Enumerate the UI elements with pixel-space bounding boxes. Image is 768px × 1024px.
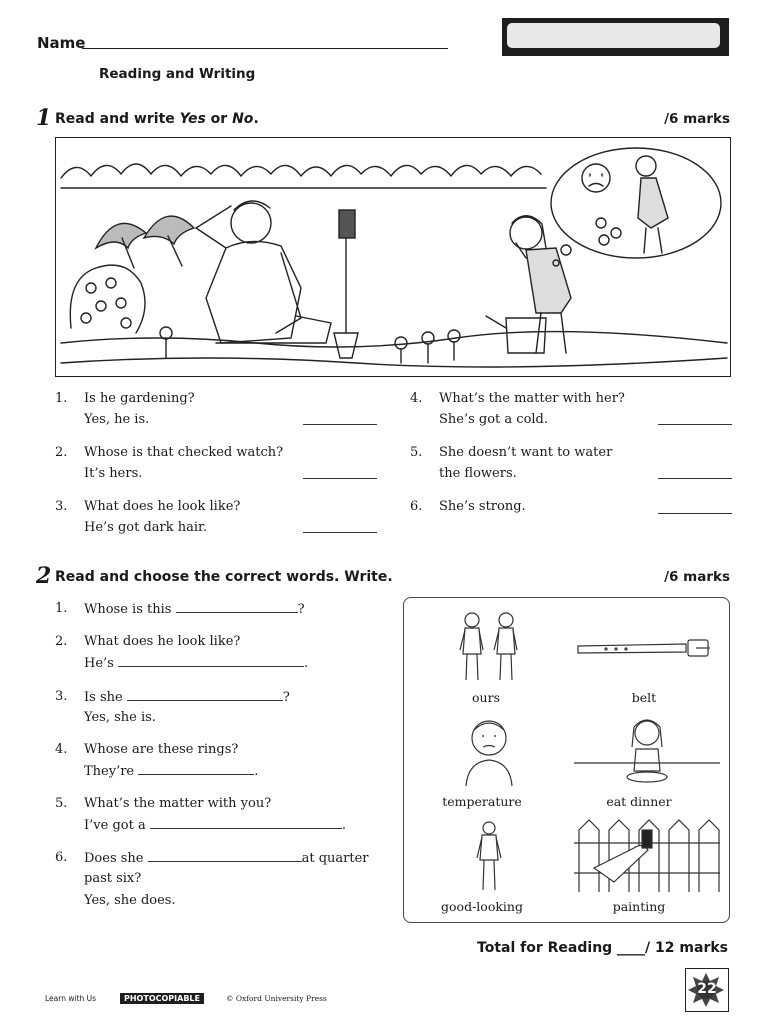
s1-question-1 [55, 388, 385, 432]
name-label: Name [37, 34, 86, 52]
question-text: What’s the matter with her? [439, 391, 625, 406]
section-2-number: 2 [36, 563, 52, 589]
s2-question-3 [55, 686, 395, 730]
answer-blank[interactable] [138, 760, 254, 775]
answer-text: Yes, she is. [84, 710, 156, 725]
garden-illustration [55, 137, 731, 377]
question-number: 4. [55, 742, 68, 757]
statement-text: He’s got dark hair. [84, 520, 207, 535]
answer-blank[interactable] [148, 847, 302, 862]
photocopiable-badge: PHOTOCOPIABLE [120, 993, 204, 1004]
question-text: Does she [84, 851, 144, 866]
answer-line[interactable] [303, 478, 377, 479]
word-temperature: temperature [442, 794, 522, 809]
answer-line[interactable] [658, 478, 732, 479]
sick-boy-picture [456, 716, 522, 788]
answer-blank[interactable] [150, 814, 342, 829]
question-number: 1. [55, 601, 68, 616]
question-number: 2. [55, 445, 68, 460]
section-1-title: Read and write Yes or No. [55, 111, 259, 127]
section-2-title: Read and choose the correct words. Write. [55, 569, 393, 585]
page-subtitle: Reading and Writing [99, 66, 256, 82]
s1-question-4 [410, 388, 732, 432]
total-marks: Total for Reading ____/ 12 marks [477, 940, 728, 956]
page-number: 22 [697, 981, 717, 997]
s1-question-2 [55, 442, 385, 486]
question-number: 6. [410, 499, 423, 514]
belt-picture [576, 636, 716, 660]
statement-text: She’s got a cold. [439, 412, 549, 427]
full-stop: . [341, 818, 346, 833]
question-text: What’s the matter with you? [84, 796, 272, 811]
word-good-looking: good-looking [441, 899, 523, 914]
two-boys-picture [454, 610, 524, 686]
question-number: 6. [55, 850, 68, 865]
footer-series: Learn with Us [45, 994, 97, 1003]
answer-blank[interactable] [118, 652, 304, 667]
question-text: What does he look like? [84, 634, 241, 649]
statement-text: It’s hers. [84, 466, 143, 481]
question-text: Whose are these rings? [84, 742, 239, 757]
statement-text: the flowers. [439, 466, 517, 481]
question-mark: ? [297, 602, 305, 617]
question-text: Whose is that checked watch? [84, 445, 284, 460]
question-text-cont: past six? [84, 871, 142, 886]
question-mark: ? [282, 690, 290, 705]
full-stop: . [254, 764, 259, 779]
word-eat-dinner: eat dinner [606, 794, 672, 809]
full-stop: . [303, 656, 309, 671]
score-box [502, 18, 729, 56]
question-text: She doesn’t want to water [439, 445, 613, 460]
question-text: Whose is this [84, 602, 172, 617]
footer-copyright: © Oxford University Press [226, 994, 327, 1003]
s1-question-6 [410, 496, 732, 540]
answer-line[interactable] [658, 424, 732, 425]
word-box [403, 597, 730, 923]
answer-text: Yes, she does. [84, 893, 176, 908]
s1-question-3 [55, 496, 385, 540]
answer-blank[interactable] [127, 686, 283, 701]
question-text: What does he look like? [84, 499, 241, 514]
word-painting: painting [612, 899, 666, 914]
answer-blank[interactable] [176, 598, 298, 613]
answer-line[interactable] [303, 424, 377, 425]
word-belt: belt [631, 690, 657, 705]
question-number: 5. [410, 445, 423, 460]
question-number: 2. [55, 634, 68, 649]
painting-fence-picture [574, 818, 720, 894]
answer-line[interactable] [658, 513, 732, 514]
statement-text: She’s strong. [439, 499, 526, 514]
answer-prefix: They’re [84, 764, 135, 779]
girl-eating-picture [574, 713, 720, 789]
garden-scene-svg [56, 138, 731, 377]
question-number: 4. [410, 391, 423, 406]
man-picture [472, 820, 506, 892]
s2-question-2 [55, 631, 395, 675]
s2-question-5 [55, 793, 395, 837]
page-number-badge [685, 968, 729, 1012]
word-ours: ours [472, 690, 500, 705]
s2-question-4 [55, 739, 395, 783]
section-1-marks: /6 marks [664, 111, 730, 127]
s2-question-1 [55, 598, 395, 620]
s1-question-5 [410, 442, 732, 486]
question-number: 5. [55, 796, 68, 811]
name-line[interactable] [82, 48, 448, 49]
question-text-end: at quarter [301, 851, 369, 866]
question-number: 3. [55, 499, 68, 514]
answer-prefix: He’s [84, 656, 114, 671]
answer-prefix: I’ve got a [84, 818, 146, 833]
question-text: Is she [84, 690, 123, 705]
question-text: Is he gardening? [84, 391, 195, 406]
section-1-number: 1 [36, 105, 52, 131]
statement-text: Yes, he is. [84, 412, 150, 427]
score-field[interactable] [507, 23, 720, 48]
s2-question-6 [55, 847, 395, 913]
question-number: 3. [55, 689, 68, 704]
answer-line[interactable] [303, 532, 377, 533]
section-2-marks: /6 marks [664, 569, 730, 585]
question-number: 1. [55, 391, 68, 406]
